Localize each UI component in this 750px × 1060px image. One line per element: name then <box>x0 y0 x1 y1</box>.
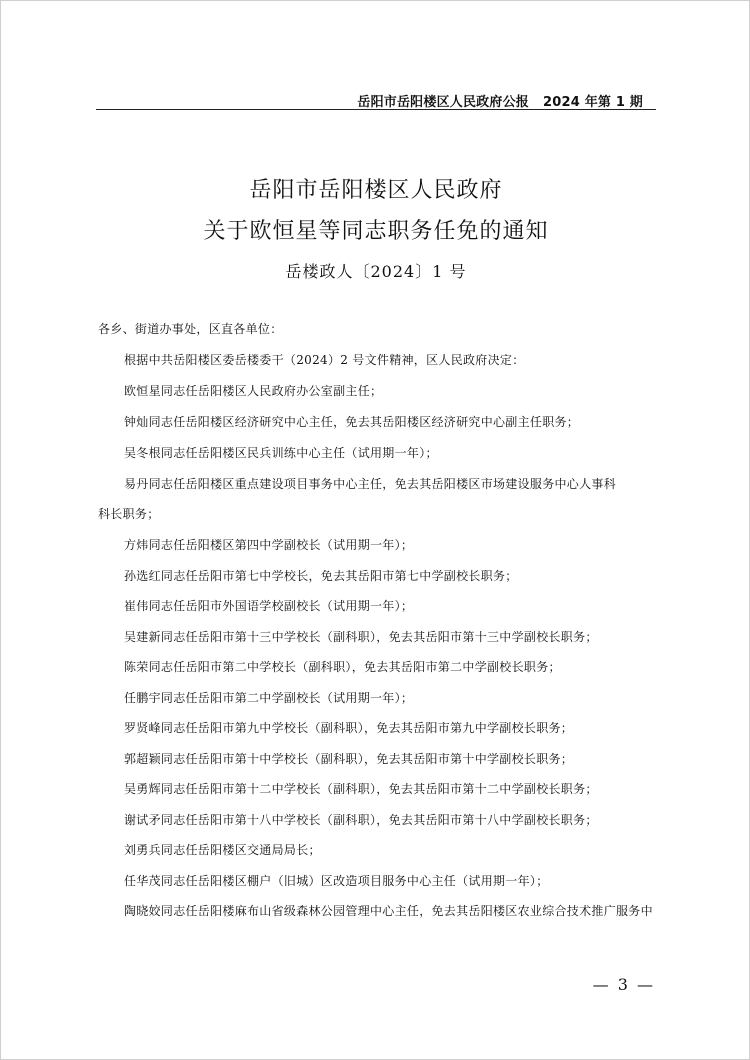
page-number: — 3 — <box>592 975 655 994</box>
paragraph-6: 孙选红同志任岳阳市第七中学校长，免去其岳阳市第七中学副校长职务； <box>124 569 518 583</box>
title-line-2: 关于欧恒星等同志职务任免的通知 <box>203 219 549 244</box>
paragraph-9: 陈荣同志任岳阳市第二中学校长（副科职），免去其岳阳市第二中学副校长职务； <box>124 660 561 674</box>
paragraph-17: 陶晓姣同志任岳阳楼麻布山省级森林公园管理中心主任，免去其岳阳楼区农业综合技术推广服务中 <box>124 904 653 918</box>
paragraph-4-continued: 科长职务； <box>98 507 160 521</box>
paragraph-11: 罗贤峰同志任岳阳市第九中学校长（副科职），免去其岳阳市第九中学副校长职务； <box>124 721 574 735</box>
paragraph-14: 谢试矛同志任岳阳市第十八中学校长（副科职），免去其岳阳市第十八中学副校长职务； <box>124 813 598 827</box>
paragraph-3: 吴冬根同志任岳阳楼区民兵训练中心主任（试用期一年）； <box>124 446 438 460</box>
title-line-1: 岳阳市岳阳楼区人民政府 <box>249 178 503 203</box>
paragraph-12: 郭超颖同志任岳阳市第十中学校长（副科职），免去其岳阳市第十中学副校长职务； <box>124 752 574 766</box>
paragraph-4: 易丹同志任岳阳楼区重点建设项目事务中心主任，免去其岳阳楼区市场建设服务中心人事科 <box>124 477 617 491</box>
paragraph-1: 欧恒星同志任岳阳楼区人民政府办公室副主任； <box>124 384 383 398</box>
paragraph-10: 任鹏宇同志任岳阳市第二中学副校长（试用期一年）； <box>124 691 414 705</box>
paragraph-8: 吴建新同志任岳阳市第十三中学校长（副科职），免去其岳阳市第十三中学副校长职务； <box>124 630 598 644</box>
document-number: 岳楼政人〔2024〕1 号 <box>285 262 467 281</box>
paragraph-13: 吴勇辉同志任岳阳市第十二中学校长（副科职），免去其岳阳市第十二中学副校长职务； <box>124 782 598 796</box>
paragraph-5: 方炜同志任岳阳楼区第四中学副校长（试用期一年）； <box>124 538 414 552</box>
header-issue: 2024 年第 1 期 <box>542 95 643 110</box>
paragraph-15: 刘勇兵同志任岳阳楼区交通局局长； <box>124 843 321 857</box>
paragraph-2: 钟灿同志任岳阳楼区经济研究中心主任，免去其岳阳楼区经济研究中心副主任职务； <box>124 415 580 429</box>
paragraph-16: 任华茂同志任岳阳楼区棚户（旧城）区改造项目服务中心主任（试用期一年）； <box>124 874 549 888</box>
header-publication: 岳阳市岳阳楼区人民政府公报 <box>357 95 529 110</box>
paragraph-0: 根据中共岳阳楼区委岳楼委干（2024）2 号文件精神，区人民政府决定： <box>124 353 525 367</box>
header-rule <box>96 109 656 110</box>
running-header <box>357 91 643 110</box>
paragraph-7: 崔伟同志任岳阳市外国语学校副校长（试用期一年）； <box>124 599 414 613</box>
salutation: 各乡、街道办事处，区直各单位： <box>98 322 283 336</box>
